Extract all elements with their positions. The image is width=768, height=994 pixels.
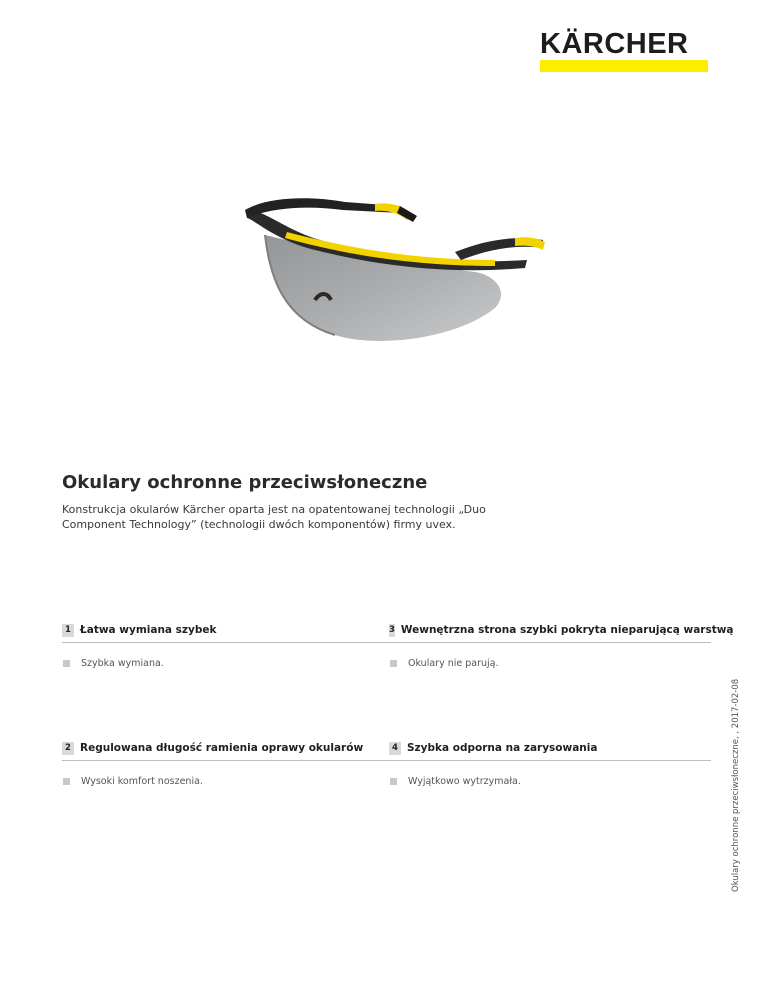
feature-bullet: Szybka wymiana. — [81, 658, 164, 669]
divider — [62, 760, 392, 761]
page-title: Okulary ochronne przeciwsłoneczne — [62, 472, 428, 493]
feature-2 — [62, 740, 392, 787]
feature-title: Szybka odporna na zarysowania — [407, 742, 598, 754]
divider — [389, 642, 711, 643]
feature-title: Regulowana długość ramienia oprawy okularów — [80, 742, 364, 754]
feature-4 — [389, 740, 711, 787]
feature-3 — [389, 622, 734, 669]
safety-glasses-image — [225, 180, 555, 355]
feature-1 — [62, 622, 392, 669]
logo-yellow-bar — [540, 60, 708, 72]
bullet-square-icon — [390, 778, 397, 785]
feature-number: 1 — [62, 624, 74, 637]
karcher-logo — [540, 30, 708, 72]
feature-number: 3 — [389, 624, 395, 635]
bullet-square-icon — [63, 778, 70, 785]
feature-title: Wewnętrzna strona szybki pokryta nieparującą warstwą — [400, 624, 734, 636]
bullet-square-icon — [390, 660, 397, 667]
divider — [389, 760, 711, 761]
divider — [62, 642, 392, 643]
product-description: Konstrukcja okularów Kärcher oparta jest na opatentowanej technologii „Duo Component Technology” (technologii dwóch komponentów) firmy uvex. — [62, 503, 486, 531]
feature-number: 4 — [389, 742, 401, 755]
logo-text: KÄRCHER — [540, 28, 689, 60]
feature-bullet: Wyjątkowo wytrzymała. — [408, 776, 521, 787]
side-footer-note: Okulary ochronne przeciwsłoneczne, , 2017-02-08 — [731, 678, 741, 892]
feature-title: Łatwa wymiana szybek — [80, 624, 217, 636]
feature-bullet: Okulary nie parują. — [408, 658, 499, 669]
bullet-square-icon — [63, 660, 70, 667]
feature-bullet: Wysoki komfort noszenia. — [81, 776, 203, 787]
feature-number: 2 — [62, 742, 74, 755]
